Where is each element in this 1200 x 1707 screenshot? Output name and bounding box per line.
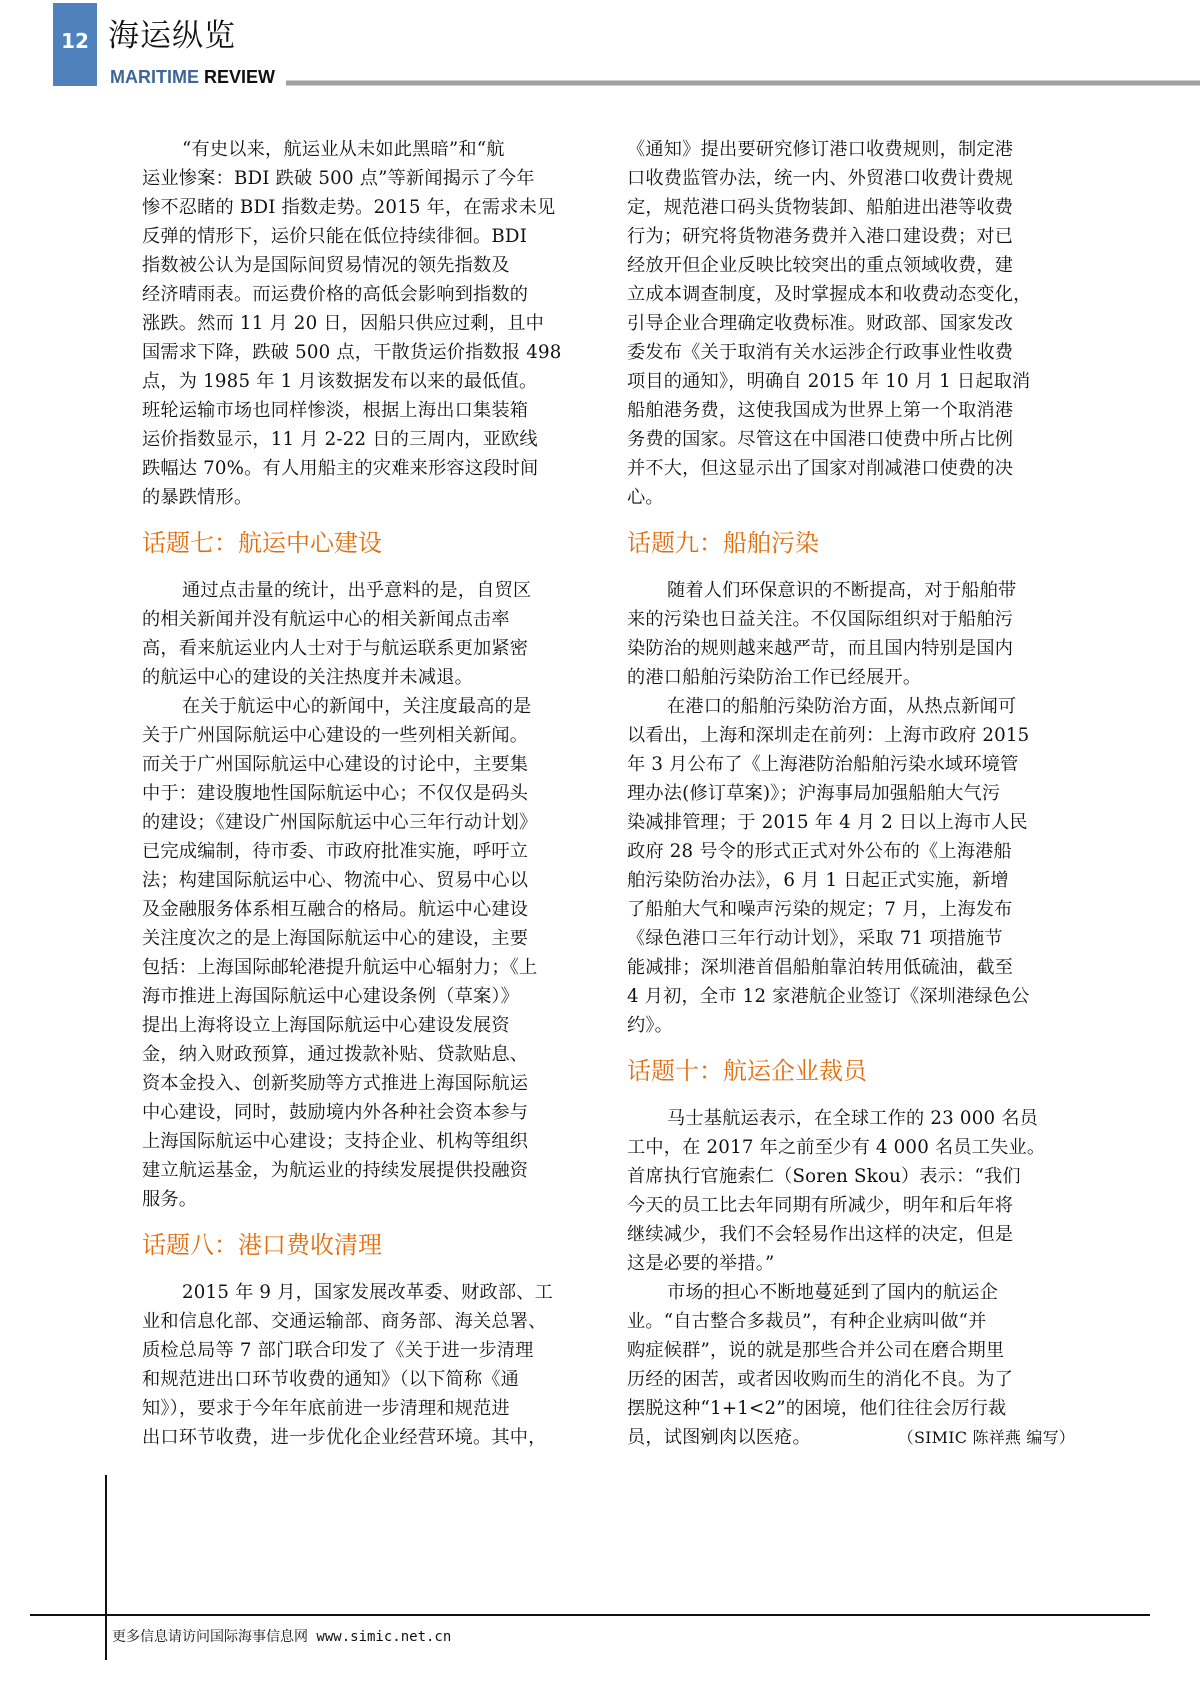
last-line-text: 员，试图剜肉以医疮。 <box>627 1427 811 1448</box>
text-line: 引导企业合理确定收费标准。财政部、国家发改 <box>627 313 1014 334</box>
text-line: 工中，在 2017 年之前至少有 4 000 名员工失业。 <box>627 1137 1046 1158</box>
text-line: 在关于航运中心的新闻中，关注度最高的是 <box>182 696 532 717</box>
topic9-paragraph-2 <box>627 692 1075 1040</box>
text-line: 在港口的船舶污染防治方面，从热点新闻可 <box>667 696 1017 717</box>
intro-paragraph <box>142 135 582 512</box>
text-line: 运价指数显示，11 月 2-22 日的三周内，亚欧线 <box>142 429 538 450</box>
text-line: 服务。 <box>142 1189 198 1210</box>
text-line: 了船舶大气和噪声污染的规定；7 月，上海发布 <box>627 899 1013 920</box>
text-line: 染防治的规则越来越严苛，而且国内特别是国内 <box>627 638 1014 659</box>
text-line: 建立航运基金，为航运业的持续发展提供投融资 <box>142 1160 529 1181</box>
text-line: 这是必要的举措。” <box>627 1253 775 1274</box>
text-line: 行为；研究将货物港务费并入港口建设费；对已 <box>627 226 1014 247</box>
continued-paragraph <box>627 135 1075 512</box>
text-line: 摆脱这种“1+1<2”的困境，他们往往会厉行裁 <box>627 1398 1007 1419</box>
right-column <box>627 135 1075 1452</box>
topic8-paragraph-1 <box>142 1278 582 1452</box>
page-number-badge <box>53 3 97 86</box>
text-line: 能减排；深圳港首倡船舶靠泊转用低硫油，截至 <box>627 957 1014 978</box>
text-line: 政府 28 号令的形式正式对外公布的《上海港船 <box>627 841 1012 862</box>
text-line: “有史以来，航运业从未如此黑暗”和“航 <box>182 139 505 160</box>
text-line: 口收费监管办法，统一内、外贸港口收费计费规 <box>627 168 1014 189</box>
text-line: 惨不忍睹的 BDI 指数走势。2015 年，在需求未见 <box>142 197 556 218</box>
text-line: 的建设；《建设广州国际航运中心三年行动计划》 <box>142 812 538 833</box>
page-number: 12 <box>61 29 89 53</box>
text-line: 中心建设，同时，鼓励境内外各种社会资本参与 <box>142 1102 529 1123</box>
text-line: 来的污染也日益关注。不仅国际组织对于船舶污 <box>627 609 1014 630</box>
text-line: 经放开但企业反映比较突出的重点领域收费，建 <box>627 255 1014 276</box>
text-line: 心。 <box>627 487 664 508</box>
text-line: 而关于广州国际航运中心建设的讨论中，主要集 <box>142 754 529 775</box>
text-line: 关注度次之的是上海国际航运中心的建设，主要 <box>142 928 529 949</box>
footer-website-note: 更多信息请访问国际海事信息网 www.simic.net.cn <box>112 1629 452 1645</box>
footer-vertical-rule <box>105 1475 107 1660</box>
topic10-paragraph-1 <box>627 1104 1075 1278</box>
text-line: 定，规范港口码头货物装卸、船舶进出港等收费 <box>627 197 1014 218</box>
text-line: 通过点击量的统计，出乎意料的是，自贸区 <box>182 580 532 601</box>
footer-horizontal-rule <box>30 1614 1150 1616</box>
text-line: 中于：建设腹地性国际航运中心；不仅仅是码头 <box>142 783 529 804</box>
text-line: 的港口船舶污染防治工作已经展开。 <box>627 667 922 688</box>
text-line: 历经的困苦，或者因收购而生的消化不良。为了 <box>627 1369 1014 1390</box>
topic7-heading: 话题七：航运中心建设 <box>142 529 382 557</box>
header-divider <box>286 80 1200 86</box>
text-line: 并不大，但这显示出了国家对削减港口使费的决 <box>627 458 1014 479</box>
text-line: 《通知》提出要研究修订港口收费规则，制定港 <box>627 139 1014 160</box>
text-line: 业和信息化部、交通运输部、商务部、海关总署、 <box>142 1311 547 1332</box>
text-line: 的相关新闻并没有航运中心的相关新闻点击率 <box>142 609 510 630</box>
text-line: 点，为 1985 年 1 月该数据发布以来的最低值。 <box>142 371 538 392</box>
topic10-last-line <box>627 1423 1075 1452</box>
text-line: 今天的员工比去年同期有所减少，明年和后年将 <box>627 1195 1014 1216</box>
subtitle-review: REVIEW <box>204 67 276 87</box>
text-line: 班轮运输市场也同样惨淡，根据上海出口集装箱 <box>142 400 529 421</box>
text-line: 《绿色港口三年行动计划》，采取 71 项措施节 <box>627 928 1003 949</box>
text-line: 反弹的情形下，运价只能在低位持续徘徊。BDI <box>142 226 528 247</box>
text-line: 知》），要求于今年年底前进一步清理和规范进 <box>142 1398 510 1419</box>
text-line: 高，看来航运业内人士对于与航运联系更加紧密 <box>142 638 529 659</box>
text-line: 项目的通知》，明确自 2015 年 10 月 1 日起取消 <box>627 371 1031 392</box>
text-line: 市场的担心不断地蔓延到了国内的航运企 <box>667 1282 998 1303</box>
text-line: 理办法(修订草案)》；沪海事局加强船舶大气污 <box>627 783 1001 804</box>
text-line: 的暴跌情形。 <box>142 487 253 508</box>
text-line: 继续减少，我们不会轻易作出这样的决定，但是 <box>627 1224 1014 1245</box>
topic10-heading: 话题十：航运企业裁员 <box>627 1057 867 1085</box>
text-line: 马士基航运表示，在全球工作的 23 000 名员 <box>667 1108 1039 1129</box>
text-line: 委发布《关于取消有关水运涉企行政事业性收费 <box>627 342 1014 363</box>
text-line: 舶污染防治办法》，6 月 1 日起正式实施，新增 <box>627 870 1009 891</box>
left-column <box>142 135 582 1452</box>
author-credit: （SIMIC 陈祥燕 编写） <box>897 1428 1075 1447</box>
topic8-heading: 话题八：港口费收清理 <box>142 1231 382 1259</box>
magazine-title: 海运纵览 <box>108 18 236 54</box>
topic7-paragraph-2 <box>142 692 582 1214</box>
text-line: 包括：上海国际邮轮港提升航运中心辐射力；《上 <box>142 957 538 978</box>
topic9-paragraph-1 <box>627 576 1075 692</box>
text-line: 经济晴雨表。而运费价格的高低会影响到指数的 <box>142 284 529 305</box>
text-line: 提出上海将设立上海国际航运中心建设发展资 <box>142 1015 510 1036</box>
text-line: 涨跌。然而 11 月 20 日，因船只供应过剩，且中 <box>142 313 544 334</box>
text-line: 指数被公认为是国际间贸易情况的领先指数及 <box>142 255 510 276</box>
text-line: 业。“自古整合多裁员”，有种企业病叫做“并 <box>627 1311 987 1332</box>
text-line: 年 3 月公布了《上海港防治船舶污染水域环境管 <box>627 754 1019 775</box>
text-line: 的航运中心的建设的关注热度并未减退。 <box>142 667 473 688</box>
text-line: 质检总局等 7 部门联合印发了《关于进一步清理 <box>142 1340 534 1361</box>
text-line: 2015 年 9 月，国家发展改革委、财政部、工 <box>182 1282 554 1303</box>
text-line: 务费的国家。尽管这在中国港口使费中所占比例 <box>627 429 1014 450</box>
text-line: 4 月初，全市 12 家港航企业签订《深圳港绿色公 <box>627 986 1030 1007</box>
text-line: 购症候群”，说的就是那些合并公司在磨合期里 <box>627 1340 1005 1361</box>
subtitle-maritime: MARITIME <box>110 67 199 87</box>
text-line: 立成本调查制度，及时掌握成本和收费动态变化， <box>627 284 1032 305</box>
text-line: 关于广州国际航运中心建设的一些列相关新闻。 <box>142 725 529 746</box>
text-line: 金，纳入财政预算，通过拨款补贴、贷款贴息、 <box>142 1044 529 1065</box>
text-line: 及金融服务体系相互融合的格局。航运中心建设 <box>142 899 529 920</box>
text-line: 以看出，上海和深圳走在前列：上海市政府 2015 <box>627 725 1030 746</box>
text-line: 运业惨案：BDI 跌破 500 点”等新闻揭示了今年 <box>142 168 535 189</box>
text-line: 已完成编制，待市委、市政府批准实施，呼吁立 <box>142 841 529 862</box>
text-line: 法；构建国际航运中心、物流中心、贸易中心以 <box>142 870 529 891</box>
text-line: 海市推进上海国际航运中心建设条例（草案）》 <box>142 986 520 1007</box>
text-line: 和规范进出口环节收费的通知》（以下简称《通 <box>142 1369 520 1390</box>
text-line: 国需求下降，跌破 500 点，干散货运价指数报 498 <box>142 342 562 363</box>
topic7-paragraph-1 <box>142 576 582 692</box>
text-line: 首席执行官施索仁（Soren Skou）表示：“我们 <box>627 1166 1021 1187</box>
topic10-paragraph-2 <box>627 1278 1075 1423</box>
text-line: 跌幅达 70%。有人用船主的灾难来形容这段时间 <box>142 458 539 479</box>
magazine-subtitle <box>110 66 275 88</box>
text-line: 资本金投入、创新奖励等方式推进上海国际航运 <box>142 1073 529 1094</box>
text-line: 船舶港务费，这使我国成为世界上第一个取消港 <box>627 400 1014 421</box>
text-line: 约》。 <box>627 1015 674 1036</box>
text-line: 随着人们环保意识的不断提高，对于船舶带 <box>667 580 1017 601</box>
text-line: 染减排管理；于 2015 年 4 月 2 日以上海市人民 <box>627 812 1028 833</box>
topic9-heading: 话题九：船舶污染 <box>627 529 819 557</box>
text-line: 出口环节收费，进一步优化企业经营环境。其中， <box>142 1427 547 1448</box>
text-line: 上海国际航运中心建设；支持企业、机构等组织 <box>142 1131 529 1152</box>
